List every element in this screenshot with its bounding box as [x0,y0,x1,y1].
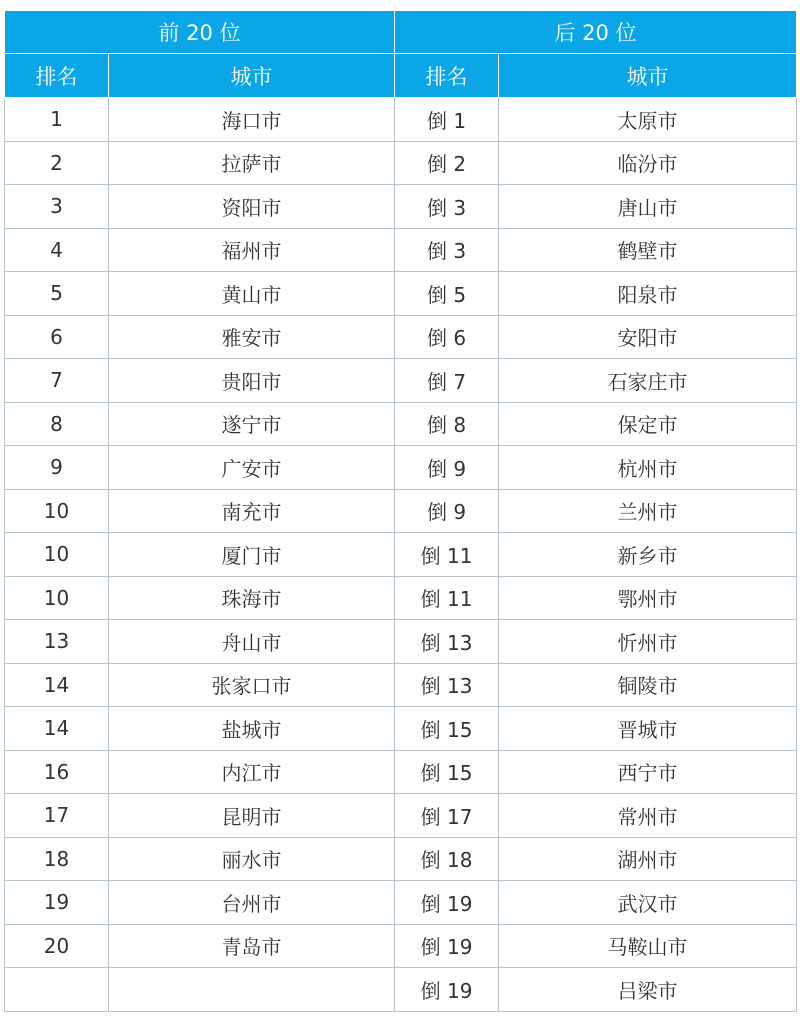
bottom-rank-cell: 倒 11 [395,533,499,577]
bottom-rank-cell: 倒 3 [395,228,499,272]
bottom-rank-cell: 倒 13 [395,620,499,664]
bottom-rank-cell: 倒 18 [395,837,499,881]
bottom-city-cell: 鹤壁市 [499,228,797,272]
top-city-cell: 丽水市 [109,837,395,881]
table-row [5,98,797,142]
bottom-city-cell: 鄂州市 [499,576,797,620]
rank-column-header: 排名 [5,54,109,98]
table-row [5,576,797,620]
table-row [5,924,797,968]
top-rank-cell: 10 [5,489,109,533]
top-rank-cell: 20 [5,924,109,968]
bottom-city-cell: 保定市 [499,402,797,446]
city-ranking-table [4,10,797,1012]
table-row [5,359,797,403]
top-rank-cell: 7 [5,359,109,403]
table-row [5,707,797,751]
bottom-city-cell: 临汾市 [499,141,797,185]
top-rank-cell: 1 [5,98,109,142]
top-rank-cell: 19 [5,881,109,925]
top-rank-cell: 5 [5,272,109,316]
bottom-rank-cell: 倒 19 [395,924,499,968]
bottom-city-cell: 唐山市 [499,185,797,229]
top-city-cell: 资阳市 [109,185,395,229]
top-city-cell: 广安市 [109,446,395,490]
table-row [5,533,797,577]
top-rank-cell: 18 [5,837,109,881]
top-rank-cell: 6 [5,315,109,359]
table-row [5,446,797,490]
bottom-rank-cell: 倒 9 [395,446,499,490]
table-row [5,620,797,664]
bottom-city-cell: 石家庄市 [499,359,797,403]
top-rank-cell: 8 [5,402,109,446]
bottom-city-cell: 常州市 [499,794,797,838]
column-header-row [5,54,797,98]
top-city-cell: 舟山市 [109,620,395,664]
table-row [5,489,797,533]
table-row [5,663,797,707]
bottom-rank-cell: 倒 19 [395,968,499,1012]
table-row [5,315,797,359]
table-row [5,968,797,1012]
bottom-city-cell: 铜陵市 [499,663,797,707]
bottom-20-header: 后 20 位 [395,11,797,54]
top-city-cell: 雅安市 [109,315,395,359]
bottom-rank-cell: 倒 13 [395,663,499,707]
top-rank-cell: 4 [5,228,109,272]
top-city-cell: 贵阳市 [109,359,395,403]
top-city-cell: 遂宁市 [109,402,395,446]
top-rank-cell: 10 [5,533,109,577]
top-city-cell: 福州市 [109,228,395,272]
rank-column-header: 排名 [395,54,499,98]
bottom-city-cell: 兰州市 [499,489,797,533]
bottom-city-cell: 晋城市 [499,707,797,751]
top-rank-cell: 10 [5,576,109,620]
bottom-city-cell: 湖州市 [499,837,797,881]
table-row [5,185,797,229]
top-city-cell: 青岛市 [109,924,395,968]
bottom-city-cell: 武汉市 [499,881,797,925]
bottom-rank-cell: 倒 5 [395,272,499,316]
top-city-cell [109,968,395,1012]
top-city-cell: 黄山市 [109,272,395,316]
bottom-rank-cell: 倒 15 [395,750,499,794]
bottom-city-cell: 西宁市 [499,750,797,794]
top-rank-cell: 2 [5,141,109,185]
bottom-city-cell: 杭州市 [499,446,797,490]
bottom-rank-cell: 倒 15 [395,707,499,751]
bottom-city-cell: 新乡市 [499,533,797,577]
bottom-rank-cell: 倒 2 [395,141,499,185]
table-row [5,141,797,185]
top-rank-cell: 13 [5,620,109,664]
top-city-cell: 珠海市 [109,576,395,620]
bottom-rank-cell: 倒 17 [395,794,499,838]
top-city-cell: 张家口市 [109,663,395,707]
top-city-cell: 拉萨市 [109,141,395,185]
bottom-rank-cell: 倒 11 [395,576,499,620]
bottom-rank-cell: 倒 3 [395,185,499,229]
city-column-header: 城市 [499,54,797,98]
bottom-rank-cell: 倒 9 [395,489,499,533]
top-rank-cell: 17 [5,794,109,838]
top-city-cell: 厦门市 [109,533,395,577]
table-row [5,402,797,446]
top-city-cell: 盐城市 [109,707,395,751]
bottom-rank-cell: 倒 8 [395,402,499,446]
bottom-city-cell: 马鞍山市 [499,924,797,968]
top-city-cell: 海口市 [109,98,395,142]
bottom-city-cell: 吕梁市 [499,968,797,1012]
table-row [5,881,797,925]
bottom-city-cell: 太原市 [499,98,797,142]
top-city-cell: 昆明市 [109,794,395,838]
table-row [5,837,797,881]
top-city-cell: 内江市 [109,750,395,794]
city-column-header: 城市 [109,54,395,98]
top-city-cell: 台州市 [109,881,395,925]
top-rank-cell: 9 [5,446,109,490]
top-rank-cell: 14 [5,707,109,751]
bottom-rank-cell: 倒 19 [395,881,499,925]
bottom-city-cell: 忻州市 [499,620,797,664]
top-20-header: 前 20 位 [5,11,395,54]
table-row [5,794,797,838]
top-rank-cell: 14 [5,663,109,707]
bottom-rank-cell: 倒 6 [395,315,499,359]
bottom-city-cell: 安阳市 [499,315,797,359]
bottom-rank-cell: 倒 7 [395,359,499,403]
table-row [5,272,797,316]
table-row [5,750,797,794]
top-rank-cell: 16 [5,750,109,794]
table-row [5,228,797,272]
bottom-city-cell: 阳泉市 [499,272,797,316]
bottom-rank-cell: 倒 1 [395,98,499,142]
top-rank-cell [5,968,109,1012]
group-header-row [5,11,797,54]
top-city-cell: 南充市 [109,489,395,533]
top-rank-cell: 3 [5,185,109,229]
